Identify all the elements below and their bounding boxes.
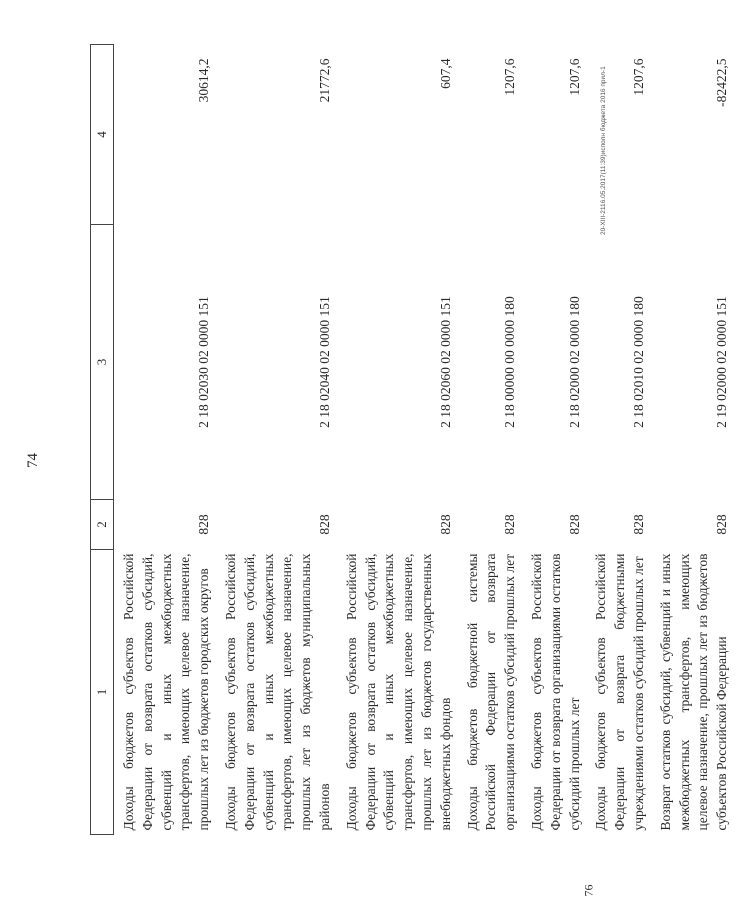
row-description: Доходы бюджетов бюджетной системы Российской Федерации от возврата организациями остатков субсидий прошлых лет — [464, 553, 518, 831]
column-header-2: 2 — [91, 500, 114, 550]
row-description: Доходы бюджетов субъектов Российской Федерации от возврата организациями остатков субсидий прошлых лет — [528, 553, 582, 831]
row-admin-code: 828 — [316, 514, 332, 535]
row-amount: 30614,2 — [196, 58, 212, 103]
row-admin-code: 828 — [630, 514, 646, 535]
row-description: Доходы бюджетов субъектов Российской Федерации от возврата бюджетными учреждениями остатков субсидий прошлых лет — [593, 553, 646, 831]
row-amount: -82422,5 — [714, 58, 730, 107]
print-stamp: 20-XIII-2116.05.2017(11:39)исполн бюджета 2016 прил-1 — [600, 66, 607, 235]
row-description: Доходы бюджетов субъектов Российской Федерации от возврата остатков субсидий, субвенций и иных межбюджетных трансфертов, имеющих целевое назначение, прошлых лет из бюджетов муниципальных районов — [222, 553, 332, 831]
table-row — [653, 45, 736, 835]
row-amount: 607,4 — [437, 58, 453, 89]
table-row — [114, 45, 218, 835]
table-row — [218, 45, 339, 835]
table-row — [460, 45, 524, 835]
budget-table — [90, 44, 736, 835]
row-description: Доходы бюджетов субъектов Российской Федерации от возврата остатков субсидий, субвенций и иных межбюджетных трансфертов, имеющих целевое назначение, прошлых лет из бюджетов государственных внебюджетных фондов — [343, 553, 453, 831]
row-budget-code: 2 18 02010 02 0000 180 — [630, 296, 646, 428]
row-amount: 1207,6 — [566, 58, 582, 96]
row-amount: 1207,6 — [502, 58, 518, 96]
row-admin-code: 828 — [502, 514, 518, 535]
table-row — [588, 45, 652, 835]
row-amount: 21772,6 — [316, 58, 332, 103]
row-budget-code: 2 19 02000 02 0000 151 — [714, 296, 730, 428]
row-admin-code: 828 — [566, 514, 582, 535]
row-budget-code: 2 18 02030 02 0000 151 — [196, 296, 212, 428]
row-budget-code: 2 18 02040 02 0000 151 — [316, 296, 332, 428]
column-header-3: 3 — [91, 225, 114, 500]
row-budget-code: 2 18 02000 02 0000 180 — [566, 296, 582, 428]
row-description: Возврат остатков субсидий, субвенций и иных межбюджетных трансфертов, имеющих целевое назначение, прошлых лет из бюджетов субъектов Российской Федерации — [657, 553, 730, 831]
row-admin-code: 828 — [437, 514, 453, 535]
table-row — [524, 45, 588, 835]
column-header-4: 4 — [91, 45, 114, 225]
row-budget-code: 2 18 00000 00 0000 180 — [502, 296, 518, 428]
row-admin-code: 828 — [196, 514, 212, 535]
header-row — [91, 45, 114, 835]
row-admin-code: 828 — [714, 514, 730, 535]
column-header-1: 1 — [91, 550, 114, 835]
row-budget-code: 2 18 02060 02 0000 151 — [437, 296, 453, 428]
row-amount: 1207,6 — [630, 58, 646, 96]
page-number: 74 — [25, 453, 41, 468]
footer-page-number: 76 — [581, 884, 596, 897]
row-description: Доходы бюджетов субъектов Российской Федерации от возврата остатков субсидий, субвенций и иных межбюджетных трансфертов, имеющих целевое назначение, прошлых лет из бюджетов городских округов — [121, 553, 212, 831]
table-row — [339, 45, 460, 835]
